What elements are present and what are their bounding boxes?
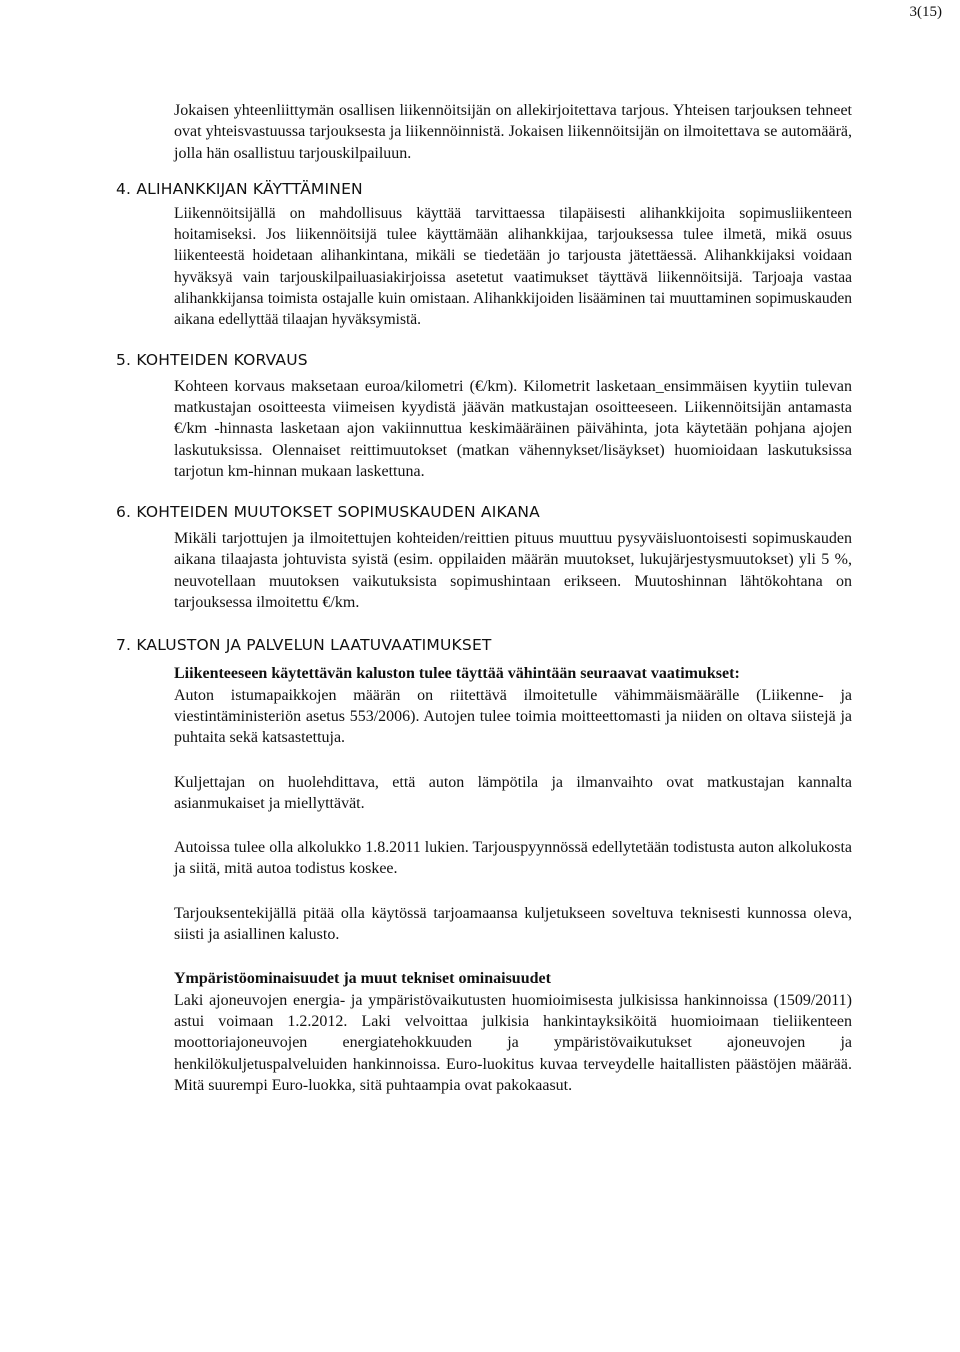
environment-subheading: Ympäristöominaisuudet ja muut tekniset ominaisuudet: [174, 970, 551, 988]
section-5-body: Kohteen korvaus maksetaan euroa/kilometri (€/km). Kilometrit lasketaan_ensimmäisen kyytiin tulevan matkustajan osoitteesta viimeisen kyydistä jäävän matkustajan osoitteeseen. Liikennöitsijän antamasta €/km -hinnasta lasketaan ajon vakiinnuttua keskimääräinen päivähinta, jota käytetään pohjana ajojen laskutuksissa. Olennaiset reittimuutokset (matkan vähennykset/lisäykset) huomioidaan laskutuksissa tarjotun km-hinnan mukaan laskettuna.: [174, 377, 852, 480]
section-4-heading: 4. ALIHANKKIJAN KÄYTTÄMINEN: [116, 179, 363, 198]
section-6-body: Mikäli tarjottujen ja ilmoitettujen kohteiden/reittien pituus muuttuu pysyväisluontoisesti sopimuskauden aikana tilaajasta johtuvista syistä (esim. oppilaiden määrän muutokset, lukujärjestysmuutokset) yli 5 %, neuvotellaan muutoksen vaikutuksista sopimushintaan erikseen. Muutoshinnan lähtökohtana on tarjouksessa ilmoitettu €/km.: [174, 530, 852, 612]
section-6-heading: 6. KOHTEIDEN MUUTOKSET SOPIMUSKAUDEN AIKANA: [116, 503, 540, 522]
section-4-body: Liikennöitsijällä on mahdollisuus käyttää tarvittaessa tilapäisesti alihankkijoita sopimusliikenteen hoitamiseksi. Jos liikennöitsijä tulee käyttämään alihankkijaa, tarjouksessa tulee ilmetä, mikä osuus liikenteestä hoidetaan alihankintana, mikäli se tiedetään jo tarjousta jätettäessä. Alihankkijaksi voidaan hyväksyä vain tarjouskilpailuasiakirjoissa asetetut vaatimukset täyttävä liikennöitsijä. Tarjoaja vastaa alihankkijansa toimista ostajalle kuin omistaan. Alihankkijoiden lisääminen tai muuttaminen sopimuskauden aikana edellyttää tilaajan hyväksymistä.: [174, 204, 852, 329]
section-changes: [116, 502, 852, 613]
section-subcontractor: [116, 179, 852, 331]
fleet-paragraph: Tarjouksentekijällä pitää olla käytössä tarjoamaansa kuljetukseen soveltuva teknisesti kunnossa oleva, siisti ja asiallinen kalusto.: [174, 904, 852, 944]
vehicle-requirements-subheading: Liikenteeseen käytettävän kaluston tulee täyttää vähintään seuraavat vaatimukset:: [174, 665, 740, 683]
environment-paragraph: Laki ajoneuvojen energia- ja ympäristövaikutusten huomioimisesta julkisissa hankinnoissa (1509/2011) astui voimaan 1.2.2012. Laki velvoittaa julkisia hankintayksiköitä huomioimaan tieliikenteen moottoriajoneuvojen energiatehokkuuden ja ympäristövaikutukset ajoneuvojen ja henkilökuljetuspalveluiden hankinnoissa. Euro-luokitus kuvaa terveydelle haitallisten päästöjen määrää. Mitä suurempi Euro-luokka, sitä puhtaampia ovat pakokaasut.: [174, 991, 852, 1094]
intro-paragraph: Jokaisen yhteenliittymän osallisen liikennöitsijän on allekirjoitettava tarjous. Yhteisen tarjouksen tehneet ovat yhteisvastuussa tarjouksesta ja liikennöinnistä. Jokaisen liikennöitsijän on ilmoitettava se automäärä, jolla hän osallistuu tarjouskilpailuun.: [174, 102, 852, 162]
seating-paragraph: Auton istumapaikkojen määrän on riitettävä ilmoitetulle vähimmäismäärälle (Liikenne- ja viestintäministeriön asetus 553/2006). Autojen tulee toimia moitteettomasti ja niiden on oltava siistejä ja puhtaita sekä katsastettuja.: [174, 686, 852, 747]
section-compensation: [116, 350, 852, 482]
section-5-heading: 5. KOHTEIDEN KORVAUS: [116, 350, 308, 369]
driver-paragraph: Kuljettajan on huolehdittava, että auton lämpötila ja ilmanvaihto ovat matkustajan kannalta asianmukaiset ja miellyttävät.: [174, 773, 852, 812]
alcolock-paragraph: Autoissa tulee olla alkolukko 1.8.2011 lukien. Tarjouspyynnössä edellytetään todistusta auton alkolukosta ja siitä, mitä autoa todistus koskee.: [174, 839, 852, 878]
section-quality: [116, 635, 852, 1096]
document-body: [116, 100, 852, 1115]
page-number: 3(15): [909, 4, 942, 20]
section-7-heading: 7. KALUSTON JA PALVELUN LAATUVAATIMUKSET: [116, 636, 492, 655]
